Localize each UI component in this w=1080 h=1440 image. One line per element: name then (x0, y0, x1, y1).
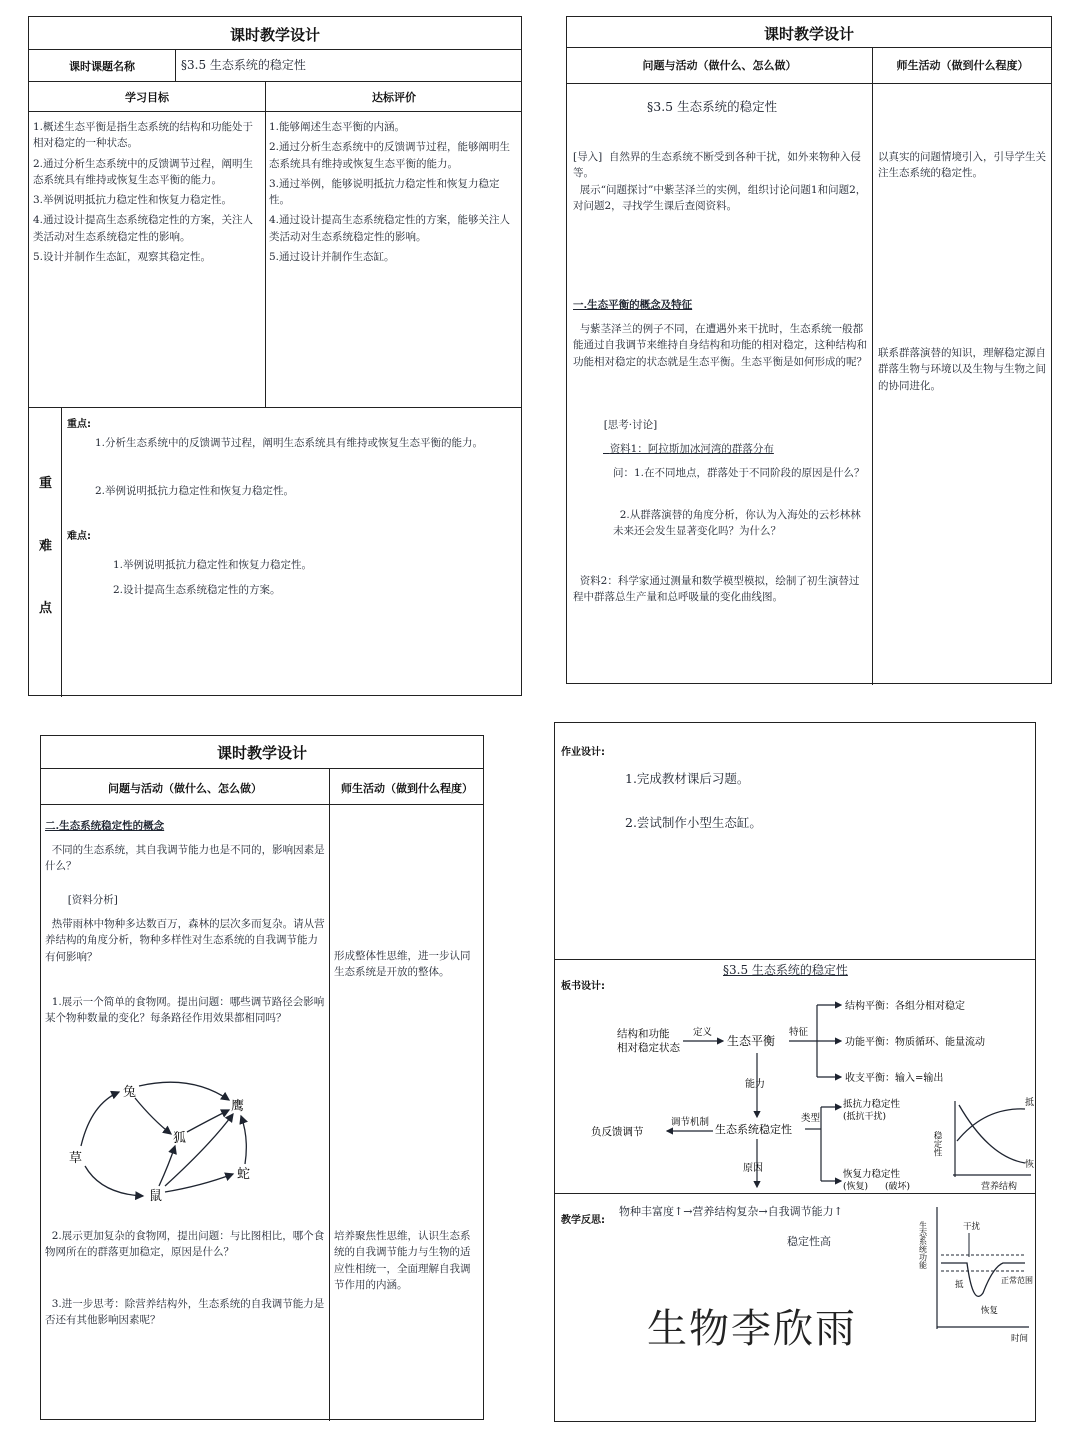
web-node-snake: 蛇 (237, 1167, 251, 1182)
reflection-sub: 稳定性高 (787, 1235, 831, 1248)
eval-item: 3.通过举例，能够说明抵抗力稳定性和恢复力稳定性。 (269, 177, 500, 207)
goals-list (33, 119, 261, 265)
p2-teacher-note-1: 以真实的问题情境引入，引导学生关注生态系统的稳定性。 (878, 151, 1046, 180)
p2-section-title: §3.5 生态系统的稳定性 (647, 99, 778, 114)
author-signature: 生物李欣雨 (647, 1306, 857, 1352)
topic-label: 课时课题名称 (69, 60, 135, 73)
board-recover: 恢复力稳定性 (843, 1169, 901, 1180)
board-diagram (585, 991, 1035, 1191)
eval-item: 4.通过设计提高生态系统稳定性的方案，能够关注人类活动对生态系统稳定性的影响。 (269, 214, 511, 243)
board-def: 定义 (693, 1027, 713, 1038)
board-axis-x: 营养结构 (981, 1182, 1018, 1191)
difficulty-label: 难点: (67, 531, 91, 542)
curve-resist (957, 1109, 1025, 1141)
difficulty-item: 2.设计提高生态系统稳定性的方案。 (113, 584, 281, 596)
graph-recover: 恢复 (981, 1306, 999, 1316)
p2-material-2: 资料2：科学家通过测量和数学模型模拟，绘制了初生演替过程中群落总生产量和总呼吸量的变化曲线图。 (573, 575, 860, 604)
topic-value: §3.5 生态系统的稳定性 (181, 58, 306, 72)
web-node-eagle: 鹰 (231, 1099, 245, 1114)
board-recover-sub: (恢复) (843, 1182, 869, 1191)
board-feature: 特征 (789, 1027, 809, 1038)
board-title: §3.5 生态系统的稳定性 (723, 963, 848, 977)
p3-material-label: [资料分析] (61, 894, 118, 906)
web-node-fox: 狐 (173, 1131, 187, 1146)
board-f1: 结构平衡：各组分相对稳定 (845, 1001, 965, 1012)
p2-col-teacher: 师生活动（做到什么程度） (896, 59, 1029, 72)
board-neg: 负反馈调节 (591, 1126, 644, 1138)
board-regulate: 调节机制 (671, 1117, 710, 1128)
reflection-label: 教学反思: (561, 1215, 605, 1226)
board-f3: 收支平衡：输入=输出 (845, 1073, 944, 1084)
homework-item: 2.尝试制作小型生态缸。 (625, 815, 762, 830)
p3-step-1: 1.展示一个简单的食物网。提出问题：哪些调节路径会影响某个物种数量的变化？每条路径作用效果都相同吗？ (45, 996, 325, 1025)
web-arrow (81, 1092, 119, 1146)
goal-item: 5.设计并制作生态缸，观察其稳定性。 (33, 250, 212, 263)
web-node-grass: 草 (69, 1151, 83, 1166)
homework-label: 作业设计: (561, 747, 605, 758)
board-recover-sub-2: (破坏) (885, 1182, 911, 1191)
page-2-title: 课时教学设计 (763, 25, 854, 43)
p3-col-activity: 问题与活动（做什么、怎么做） (108, 782, 262, 795)
web-arrow (241, 1116, 246, 1164)
page-4-sheet (554, 722, 1036, 1422)
board-reason: 原因 (743, 1163, 763, 1174)
zd-side-2: 难 (39, 539, 53, 554)
board-axis-y: 稳定性 (932, 1131, 942, 1157)
web-node-mouse: 鼠 (149, 1189, 163, 1204)
eval-item: 2.通过分析生态系统中的反馈调节过程，能够阐明生态系统具有维持或恢复生态平衡的能力。 (269, 141, 511, 170)
p3-step-2: 2.展示更加复杂的食物网，提出问题：与比图相比，哪个食物网所在的群落更加稳定，原因是什么？ (45, 1230, 325, 1259)
eval-item: 5.通过设计并制作生态缸。 (269, 250, 395, 263)
col-eval-header: 达标评价 (372, 91, 416, 104)
board-ability: 能力 (745, 1079, 765, 1090)
reflection-graph (917, 1197, 1035, 1347)
food-web-diagram (61, 1074, 321, 1214)
page-3-sheet (40, 735, 484, 1420)
curve-label-recover: 恢 (1025, 1160, 1035, 1170)
graph-ylabel: 生态系统功能 (918, 1221, 928, 1269)
zd-side-1: 重 (39, 476, 53, 491)
graph-range: 正常范围 (1001, 1276, 1033, 1285)
goal-item: 1.概述生态平衡是指生态系统的结构和功能处于相对稳定的一种状态。 (33, 121, 254, 150)
page-1-title: 课时教学设计 (229, 26, 320, 44)
web-arrow (159, 1146, 175, 1186)
eval-item: 1.能够阐述生态平衡的内涵。 (269, 121, 406, 133)
difficulty-item: 1.举例说明抵抗力稳定性和恢复力稳定性。 (113, 559, 313, 571)
p3-teacher-note-1: 形成整体性思维，进一步认同生态系统是开放的整体。 (334, 950, 471, 979)
p2-part1-text: 与紫茎泽兰的例子不同，在遭遇外来干扰时，生态系统一般都能通过自我调节来维持自身结构和功能的相对稳定，这种结构和功能相对稳定的状态就是生态平衡。生态平衡是如何形成的呢？ (573, 323, 867, 368)
p3-step-3: 3.进一步思考：除营养结构外，生态系统的自我调节能力是否还有其他影响因素呢？ (45, 1298, 325, 1327)
p2-col-activity: 问题与活动（做什么、怎么做） (642, 59, 797, 72)
web-arrow (139, 1082, 229, 1100)
page-1-sheet (28, 16, 522, 696)
board-left-top: 结构和功能 (617, 1028, 670, 1040)
p3-intro: 不同的生态系统，其自我调节能力也是不同的，影响因素是什么？ (45, 844, 325, 873)
web-node-rabbit: 兔 (123, 1085, 137, 1100)
col-goals-header: 学习目标 (125, 91, 169, 104)
goal-item: 2.通过分析生态系统中的反馈调节过程，阐明生态系统具有维持或恢复生态平衡的能力。 (33, 157, 254, 186)
p3-teacher-note-2: 培养聚焦性思维，认识生态系统的自我调节能力与生物的适应性相统一，全面理解自我调节作用的内涵。 (334, 1230, 471, 1291)
key-point-item: 1.分析生态系统中的反馈调节过程，阐明生态系统具有维持或恢复生态平衡的能力。 (95, 437, 484, 449)
p3-part2-title: 二.生态系统稳定性的概念 (45, 820, 165, 832)
board-f2: 功能平衡：物质循环、能量流动 (845, 1037, 985, 1048)
web-arrow (187, 1110, 229, 1132)
key-point-label: 重点: (67, 419, 91, 430)
graph-resist: 抵 (955, 1280, 964, 1290)
board-stability: 生态系统稳定性 (715, 1123, 792, 1136)
goal-item: 4.通过设计提高生态系统稳定性的方案，关注人类活动对生态系统稳定性的影响。 (33, 214, 254, 243)
homework-item: 1.完成教材课后习题。 (625, 771, 750, 786)
p2-question-1: 问：1.在不同地点，群落处于不同阶段的原因是什么？ (613, 467, 865, 479)
eval-list (269, 119, 517, 265)
p2-part1-title: 一.生态平衡的概念及特征 (573, 299, 693, 311)
graph-xlabel: 时间 (1011, 1334, 1029, 1344)
web-arrow (85, 1166, 143, 1196)
board-label: 板书设计: (561, 981, 605, 992)
zd-side-3: 点 (39, 601, 53, 616)
p3-material-text: 热带雨林中物种多达数百万，森林的层次多而复杂。请从营养结构的角度分析，物种多样性对生态系统的自我调节能力有何影响？ (45, 918, 325, 963)
board-ecobal: 生态平衡 (727, 1034, 776, 1048)
board-resist-sub: (抵抗干扰) (843, 1112, 887, 1122)
board-resist: 抵抗力稳定性 (843, 1099, 901, 1110)
web-arrow (135, 1098, 171, 1134)
p2-discuss-label: [思考·讨论] (597, 419, 658, 431)
p2-question-2: 2.从群落演替的角度分析，你认为入海处的云杉林林未来还会发生显著变化吗？为什么？ (613, 509, 861, 538)
page-3-title: 课时教学设计 (216, 744, 307, 762)
p2-teacher-note-2: 联系群落演替的知识，理解稳定源自群落生物与环境以及生物与生物之间的协同进化。 (878, 347, 1046, 392)
board-left-top-2: 相对稳定状态 (617, 1042, 680, 1054)
key-point-item: 2.举例说明抵抗力稳定性和恢复力稳定性。 (95, 485, 295, 497)
board-types: 类型 (801, 1113, 821, 1124)
goal-item: 3.举例说明抵抗力稳定性和恢复力稳定性。 (33, 194, 233, 207)
p3-col-teacher: 师生活动（做到什么程度） (341, 782, 473, 795)
reflection-chain: 物种丰富度↑→营养结构复杂→自我调节能力↑ (619, 1205, 843, 1218)
graph-disturb: 干扰 (963, 1222, 981, 1232)
p2-material-1: 资料1：阿拉斯加冰河湾的群落分布 (603, 443, 774, 455)
p2-intro: [导入] 自然界的生态系统不断受到各种干扰，如外来物种入侵等。 展示“问题探讨”中紫茎泽兰的实例，组织讨论问题1和问题2，对问题2，寻找学生课后查阅资料。 (573, 151, 867, 212)
page-2-sheet (566, 16, 1052, 684)
curve-label-resist: 抵 (1025, 1098, 1035, 1108)
